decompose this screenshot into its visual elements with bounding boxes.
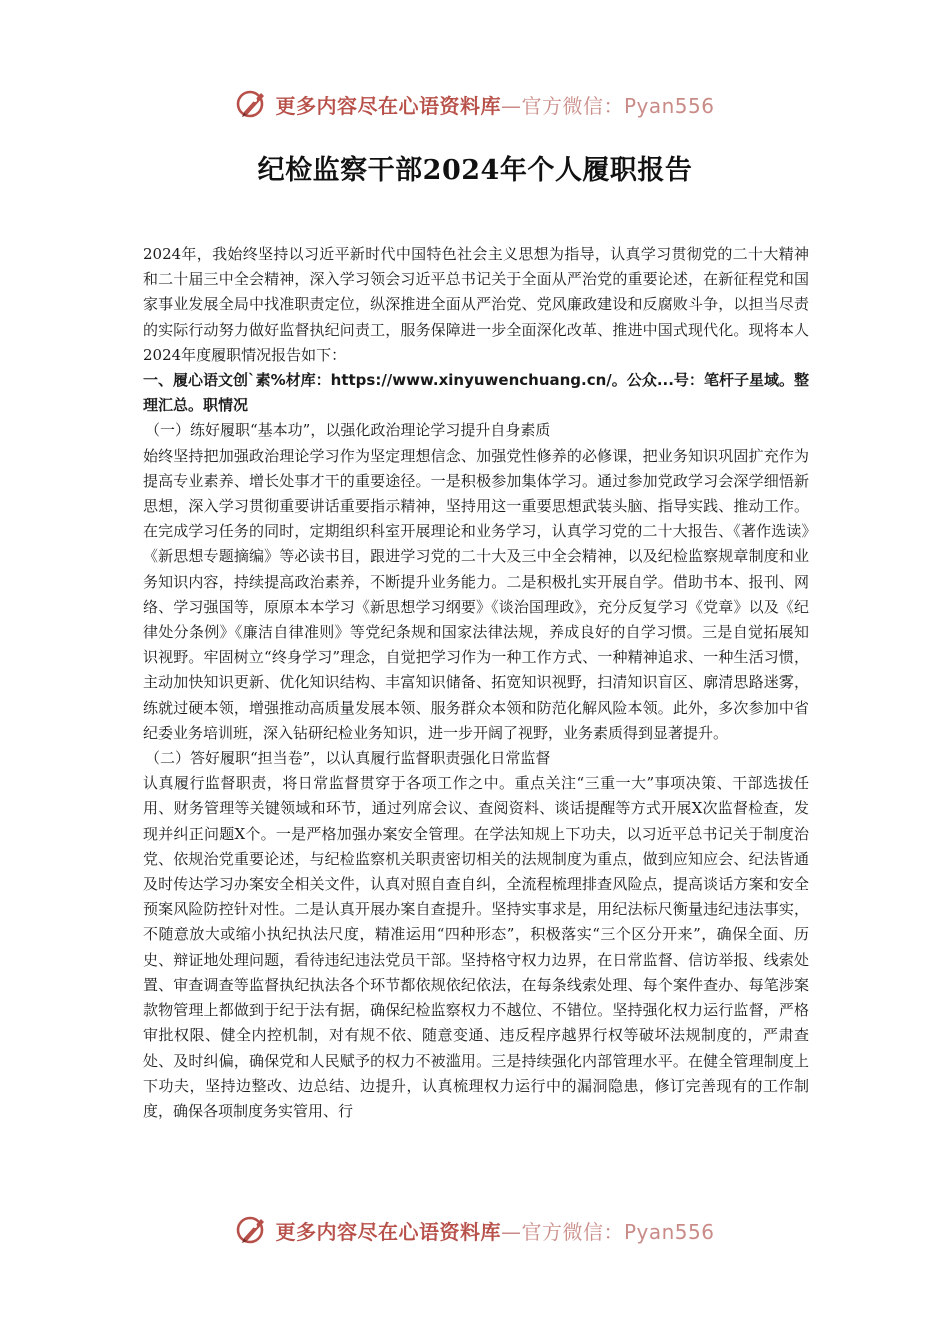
intro-paragraph: 2024年，我始终坚持以习近平新时代中国特色社会主义思想为指导，认真学习贯彻党的二十大精神和二十届三中全会精神，深入学习领会习近平总书记关于全面从严治党的重要论述，在新征程党和国家事业发展全局中找准职责定位，纵深推进全面从严治党、党风廉政建设和反腐败斗争，以担当尽责的实际行动努力做好监督执纪问责工，服务保障进一步全面深化改革、推进中国式现代化。现将本人2024年度履职情况报告如下： [143, 245, 809, 364]
header-watermark-banner [0, 82, 950, 126]
document-body [143, 242, 809, 1124]
footer-watermark-banner [0, 1208, 950, 1252]
banner-text-rest: —官方微信：Pyan556 [500, 1219, 715, 1244]
pen-circle-logo-icon [235, 1213, 269, 1247]
subsection-heading-1: （一）练好履职“基本功”，以强化政治理论学习提升自身素质 [145, 421, 551, 440]
document-title: 纪检监察干部2024年个人履职报告 [257, 155, 693, 186]
banner-text-strong: 更多内容尽在心语资料库 [275, 93, 501, 118]
banner-text [275, 1216, 714, 1245]
pen-circle-logo-icon [235, 87, 269, 121]
banner-text [275, 90, 714, 119]
banner-text-strong: 更多内容尽在心语资料库 [275, 1219, 501, 1244]
subsection-body-2: 认真履行监督职责，将日常监督贯穿于各项工作之中。重点关注“三重一大”事项决策、干部选拔任用、财务管理等关键领域和环节，通过列席会议、查阅资料、谈话提醒等方式开展X次监督检查，发现并纠正问题X个。一是严格加强办案安全管理。在学法知规上下功夫，以习近平总书记关于制度治党、依规治党重要论述，与纪检监察机关职责密切相关的法规制度为重点，做到应知应会、纪法皆通及时传达学习办案安全相关文件，认真对照自查自纠，全流程梳理排查风险点，提高谈话方案和安全预案风险防控针对性。二是认真开展办案自查提升。坚持实事求是，用纪法标尺衡量违纪违法事实，不随意放大或缩小执纪执法尺度，精准运用“四种形态”，积极落实“三个区分开来”，确保全面、历史、辩证地处理问题，看待违纪违法党员干部。坚持格守权力边界，在日常监督、信访举报、线索处置、审查调查等监督执纪执法各个环节都依规依纪依法，在每条线索处理、每个案件查办、每笔涉案款物管理上都做到于纪于法有据，确保纪检监察权力不越位、不错位。坚持强化权力运行监督，严格审批权限、健全内控机制，对有规不依、随意变通、违反程序越界行权等破坏法规制度的，严肃查处、及时纠偏，确保党和人民赋予的权力不被滥用。三是持续强化内部管理水平。在健全管理制度上下功夫，坚持边整改、边总结、边提升，认真梳理权力运行中的漏洞隐患，修订完善现有的工作制度，确保各项制度务实管用、行 [143, 774, 809, 1120]
banner-text-rest: —官方微信：Pyan556 [500, 93, 715, 118]
section-heading: 一、履心语文创`素%材库：https://www.xinyuwenchuang.cn/。公众...号：笔杆子星域。整理汇总。职情况 [143, 371, 809, 415]
subsection-heading-2: （二）答好履职“担当卷”，以认真履行监督职责强化日常监督 [145, 749, 551, 768]
subsection-body-1: 始终坚持把加强政治理论学习作为坚定理想信念、加强党性修养的必修课，把业务知识巩固扩充作为提高专业素养、增长处事才干的重要途径。一是积极参加集体学习。通过参加党政学习会深学细悟新思想，深入学习贯彻重要讲话重要指示精神，坚持用这一重要思想武装头脑、指导实践、推动工作。在完成学习任务的同时，定期组织科室开展理论和业务学习，认真学习党的二十大报告、《著作选读》《新思想专题摘编》等必读书目，跟进学习党的二十大及三中全会精神，以及纪检监察规章制度和业务知识内容，持续提高政治素养，不断提升业务能力。二是积极扎实开展自学。借助书本、报刊、网络、学习强国等，原原本本学习《新思想学习纲要》《谈治国理政》，充分反复学习《党章》以及《纪律处分条例》《廉洁自律准则》等党纪条规和国家法律法规，养成良好的自学习惯。三是自觉拓展知识视野。牢固树立“终身学习”理念，自觉把学习作为一种工作方式、一种精神追求、一种生活习惯，主动加快知识更新、优化知识结构、丰富知识储备、拓宽知识视野，扫清知识盲区、廓清思路迷雾，练就过硬本领，增强推动高质量发展本领、服务群众本领和防范化解风险本领。此外，多次参加中省纪委业务培训班，深入钻研纪检业务知识，进一步开阔了视野，业务素质得到显著提升。 [143, 446, 809, 742]
